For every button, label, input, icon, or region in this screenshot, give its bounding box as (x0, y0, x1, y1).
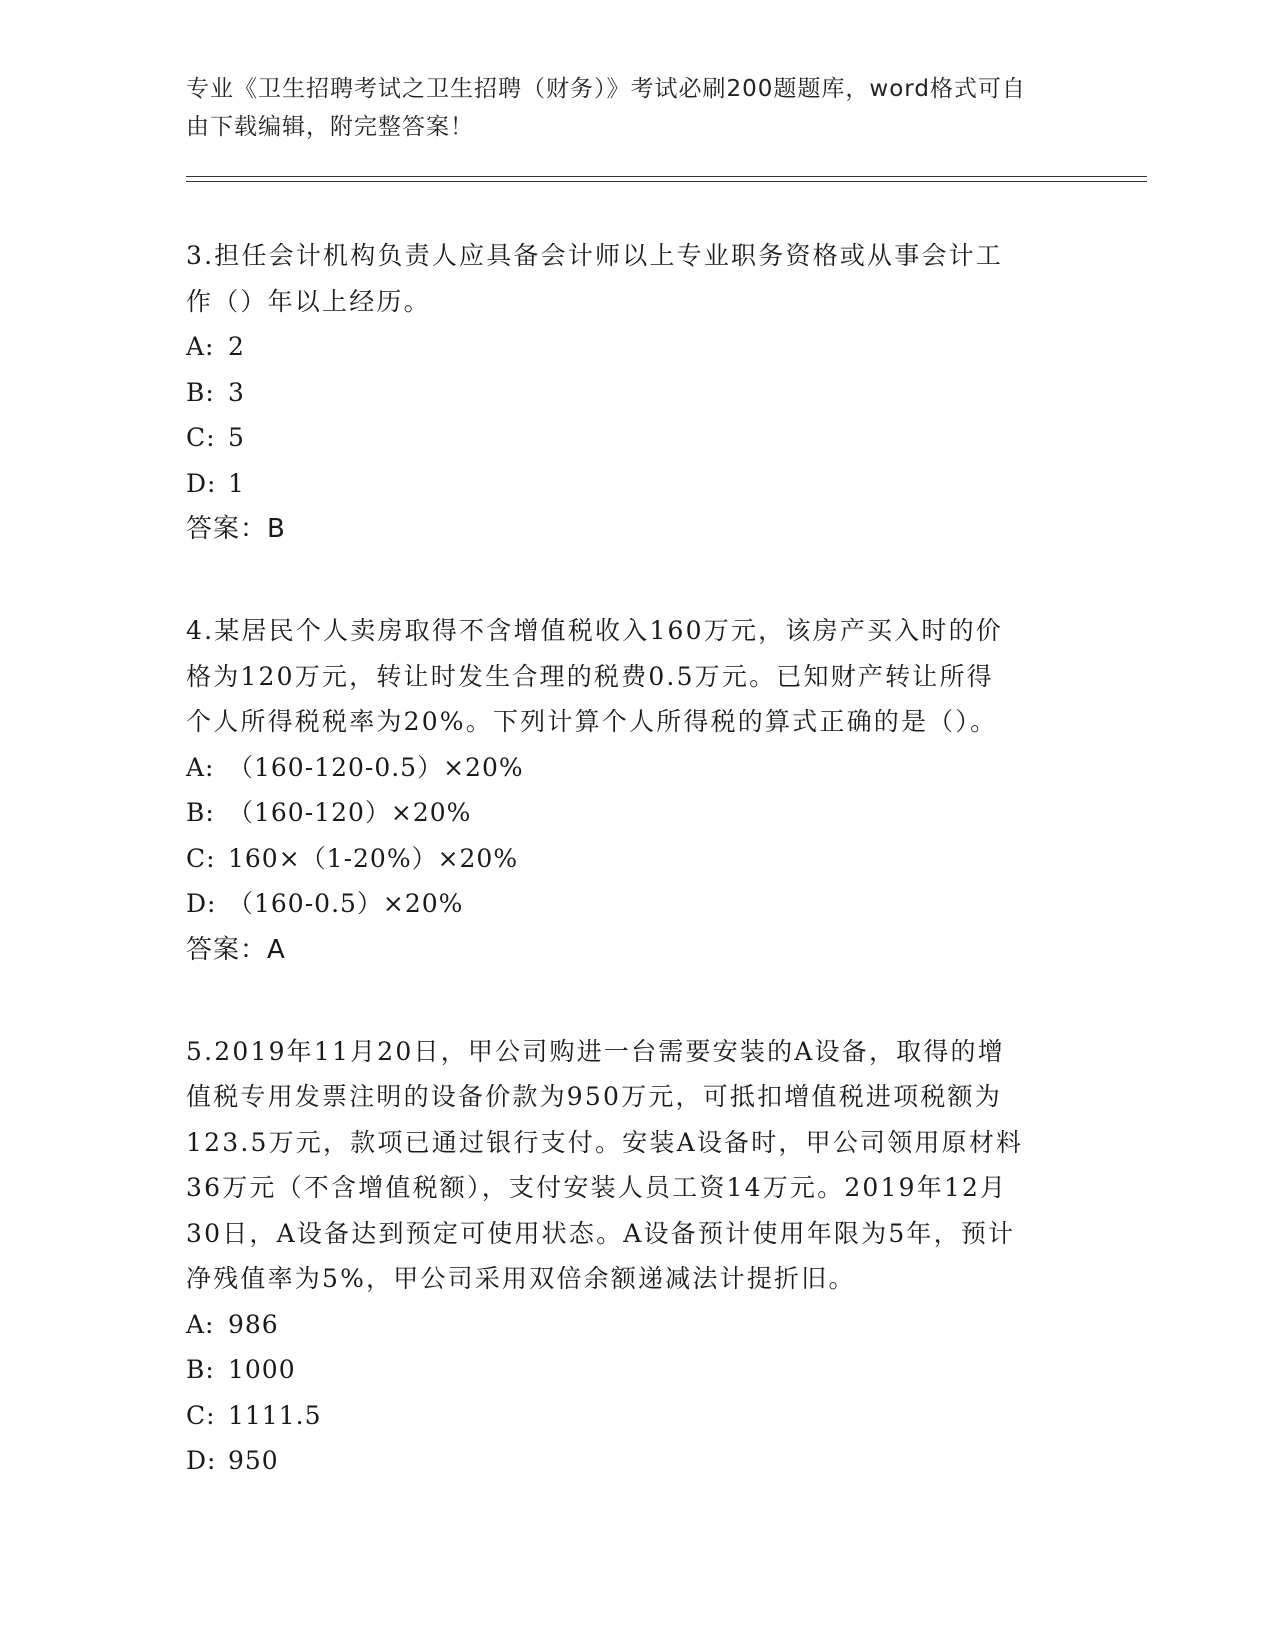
option-key: C: (186, 1400, 216, 1430)
question-text-line: 30日，A设备达到预定可使用状态。A设备预计使用年限为5年，预计 (186, 1218, 1016, 1248)
option-key: A: (186, 1309, 215, 1339)
question-4 (186, 608, 1086, 973)
question-5 (186, 1029, 1086, 1484)
document-header (186, 70, 1066, 146)
question-text-line: 格为120万元，转让时发生合理的税费0.5万元。已知财产转让所得 (186, 661, 994, 691)
header-line-2: 由下载编辑，附完整答案！ (186, 114, 474, 140)
option-key: D: (186, 1446, 217, 1475)
option-key: B: (186, 377, 215, 407)
option-c (186, 836, 1086, 882)
option-key: C: (186, 843, 216, 873)
option-key: D: (186, 889, 217, 918)
option-value: 1111.5 (228, 1400, 322, 1430)
option-d (186, 881, 1086, 927)
option-value: （160-120-0.5）×20% (228, 752, 524, 782)
question-text-line: 36万元（不含增值税额），支付安装人员工资14万元。2019年12月 (186, 1173, 1008, 1202)
option-d (186, 1438, 1086, 1484)
option-c (186, 1393, 1086, 1439)
question-text-line: 作（）年以上经历。 (186, 286, 431, 316)
question-text-line: 3.担任会计机构负责人应具备会计师以上专业职务资格或从事会计工 (186, 241, 1004, 270)
option-d (186, 461, 1086, 507)
option-a (186, 324, 1086, 370)
option-value: （160-0.5）×20% (228, 889, 464, 918)
option-value: 2 (228, 332, 245, 361)
option-key: B: (186, 1355, 215, 1384)
option-key: A: (186, 332, 215, 361)
option-value: 950 (228, 1446, 279, 1475)
option-value: 160×（1-20%）×20% (228, 843, 519, 873)
option-value: （160-120）×20% (228, 798, 472, 827)
header-divider-bottom (186, 181, 1147, 182)
option-key: D: (186, 468, 217, 498)
option-b (186, 1347, 1086, 1393)
option-a (186, 1302, 1086, 1348)
option-a (186, 745, 1086, 791)
option-value: 3 (228, 377, 245, 407)
option-b (186, 370, 1086, 416)
header-divider-top (186, 176, 1147, 177)
question-text-line: 123.5万元，款项已通过银行支付。安装A设备时，甲公司领用原材料 (186, 1127, 1024, 1157)
answer-label: 答案：A (186, 934, 286, 965)
question-text-line: 净残值率为5%，甲公司采用双倍余额递减法计提折旧。 (186, 1264, 856, 1293)
option-key: C: (186, 423, 216, 452)
question-3 (186, 233, 1086, 552)
option-b (186, 790, 1086, 836)
question-text-line: 4.某居民个人卖房取得不含增值税收入160万元，该房产买入时的价 (186, 616, 1003, 645)
option-value: 1 (228, 468, 245, 498)
question-text-line: 值税专用发票注明的设备价款为950万元，可抵扣增值税进项税额为 (186, 1082, 1002, 1111)
header-line-1: 专业《卫生招聘考试之卫生招聘（财务）》考试必刷200题题库，word格式可自 (186, 76, 1026, 102)
option-value: 986 (228, 1309, 279, 1339)
option-value: 1000 (228, 1355, 296, 1384)
question-text-line: 个人所得税税率为20%。下列计算个人所得税的算式正确的是（）。 (186, 707, 998, 736)
question-list (186, 233, 1086, 1540)
option-key: B: (186, 798, 215, 827)
option-key: A: (186, 752, 215, 782)
answer-label: 答案：B (186, 514, 286, 544)
question-text-line: 5.2019年11月20日，甲公司购进一台需要安装的A设备，取得的增 (186, 1036, 1005, 1066)
option-value: 5 (228, 423, 245, 452)
option-c (186, 415, 1086, 461)
